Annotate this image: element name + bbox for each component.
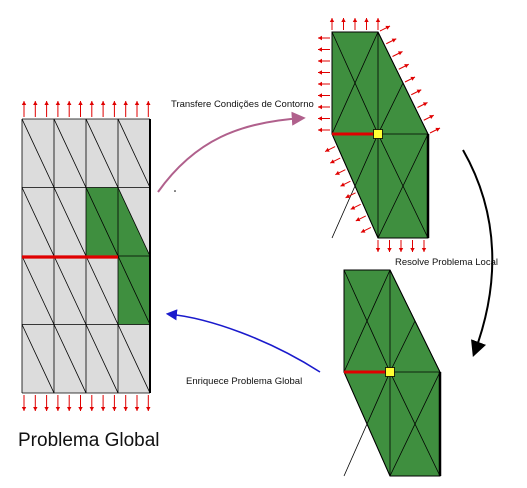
load-arrow-icon [405, 77, 415, 82]
local-problem-solution [344, 270, 440, 476]
global-problem-mesh [22, 119, 150, 393]
load-arrow-head [135, 101, 139, 105]
load-arrow-icon [356, 216, 366, 221]
load-arrow-head [364, 18, 368, 22]
load-arrow-icon [33, 101, 37, 117]
load-arrow-icon [353, 18, 357, 30]
load-arrow-icon [56, 395, 60, 411]
load-arrow-head [22, 101, 26, 105]
load-arrow-icon [22, 395, 26, 411]
load-arrow-head [341, 18, 345, 22]
load-arrow-icon [44, 395, 48, 411]
load-arrow-head [78, 407, 82, 411]
load-arrow-head [318, 93, 322, 97]
load-arrow-head [318, 36, 322, 40]
load-arrow-head [44, 101, 48, 105]
load-arrow-head [112, 407, 116, 411]
load-arrow-icon [135, 101, 139, 117]
load-arrow-icon [325, 147, 335, 152]
load-arrow-icon [318, 82, 330, 86]
load-arrow-icon [318, 36, 330, 40]
load-arrow-head [44, 407, 48, 411]
load-arrow-head [318, 59, 322, 63]
load-arrow-head [399, 248, 403, 252]
load-arrow-icon [399, 240, 403, 252]
load-arrow-head [146, 407, 150, 411]
load-arrow-head [124, 407, 128, 411]
load-arrow-icon [411, 90, 421, 95]
load-arrow-head [101, 407, 105, 411]
load-arrow-icon [101, 101, 105, 117]
load-arrow-icon [318, 70, 330, 74]
load-arrow-icon [318, 93, 330, 97]
load-arrow-head [376, 18, 380, 22]
load-arrow-icon [340, 181, 350, 186]
load-arrow-head [135, 407, 139, 411]
load-arrow-icon [44, 101, 48, 117]
load-arrow-head [56, 407, 60, 411]
load-arrow-icon [135, 395, 139, 411]
load-arrow-icon [341, 18, 345, 30]
load-arrow-head [353, 18, 357, 22]
load-arrow-head [33, 407, 37, 411]
local-problem-boundary-conditions [318, 18, 440, 252]
load-arrow-head [67, 101, 71, 105]
load-arrow-icon [101, 395, 105, 411]
solve-arrow [463, 150, 492, 354]
load-arrow-head [318, 128, 322, 132]
load-arrow-head [330, 18, 334, 22]
crack-tip-icon [374, 130, 383, 139]
load-arrow-icon [422, 240, 426, 252]
small-dot [174, 190, 176, 192]
load-arrow-icon [146, 395, 150, 411]
load-arrow-head [124, 101, 128, 105]
enrich-arrow [168, 314, 320, 372]
load-arrow-icon [67, 395, 71, 411]
load-arrow-head [318, 116, 322, 120]
load-arrow-icon [33, 395, 37, 411]
load-arrow-icon [318, 47, 330, 51]
transfer-arrow [158, 118, 303, 192]
load-arrow-icon [376, 18, 380, 30]
load-arrow-icon [361, 227, 371, 232]
load-arrow-icon [124, 395, 128, 411]
load-arrow-icon [399, 64, 409, 69]
load-arrow-icon [78, 395, 82, 411]
load-arrow-head [318, 70, 322, 74]
enrich-label: Enriquece Problema Global [186, 376, 303, 387]
crack-tip-icon [386, 368, 395, 377]
load-arrow-icon [78, 101, 82, 117]
load-arrow-icon [56, 101, 60, 117]
load-arrow-icon [112, 395, 116, 411]
load-arrow-head [90, 407, 94, 411]
load-arrow-icon [430, 128, 440, 133]
load-arrow-icon [376, 240, 380, 252]
load-arrow-head [318, 105, 322, 109]
load-arrow-icon [318, 105, 330, 109]
load-arrow-head [112, 101, 116, 105]
load-arrow-icon [330, 158, 340, 163]
load-arrow-icon [318, 116, 330, 120]
load-arrow-head [376, 248, 380, 252]
load-arrow-head [318, 47, 322, 51]
load-arrow-icon [380, 26, 390, 31]
load-arrow-icon [351, 204, 361, 209]
load-arrow-icon [146, 101, 150, 117]
load-arrow-head [101, 101, 105, 105]
load-arrow-head [410, 248, 414, 252]
load-arrow-icon [112, 101, 116, 117]
load-arrow-icon [124, 101, 128, 117]
load-arrow-head [146, 101, 150, 105]
load-arrow-icon [386, 39, 396, 44]
load-arrow-head [33, 101, 37, 105]
load-arrow-icon [90, 395, 94, 411]
load-arrow-head [56, 101, 60, 105]
transfer-label: Transfere Condições de Contorno [171, 99, 314, 110]
load-arrow-icon [393, 51, 403, 56]
load-arrow-icon [364, 18, 368, 30]
load-arrow-head [387, 248, 391, 252]
load-arrow-icon [330, 18, 334, 30]
load-arrow-icon [318, 128, 330, 132]
solve-local-label: Resolve Problema Local [395, 257, 498, 268]
load-arrow-head [90, 101, 94, 105]
load-arrow-head [67, 407, 71, 411]
global-problem-title: Problema Global [18, 430, 160, 451]
load-arrow-icon [67, 101, 71, 117]
load-arrow-icon [22, 101, 26, 117]
load-arrow-head [22, 407, 26, 411]
load-arrow-head [318, 82, 322, 86]
load-arrow-icon [387, 240, 391, 252]
load-arrow-icon [346, 193, 356, 198]
load-arrow-icon [410, 240, 414, 252]
load-arrow-head [78, 101, 82, 105]
load-arrow-icon [418, 102, 428, 107]
load-arrow-icon [318, 59, 330, 63]
load-arrow-icon [90, 101, 94, 117]
load-arrow-icon [335, 170, 345, 175]
load-arrow-icon [424, 115, 434, 120]
load-arrow-head [422, 248, 426, 252]
